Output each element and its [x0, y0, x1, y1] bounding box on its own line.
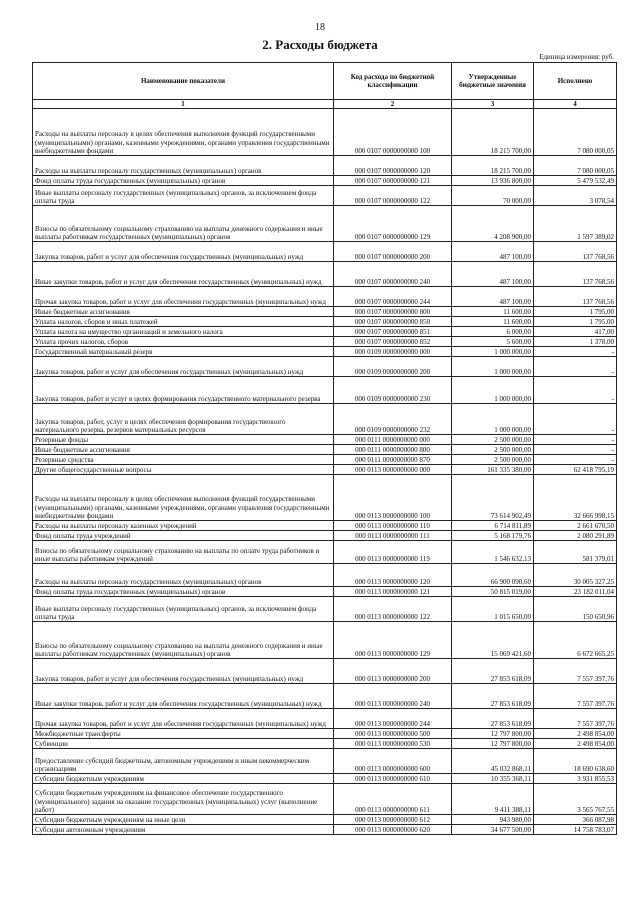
table-row: [33, 597, 617, 622]
row-executed-cell: 366 087,98: [534, 815, 617, 825]
row-approved-cell: 27 853 618,09: [452, 659, 534, 684]
row-code-cell: 000 0113 0000000000 000: [334, 465, 452, 475]
row-name-cell: Уплата налогов, сборов и иных платежей: [33, 317, 334, 327]
row-code-cell: 000 0113 0000000000 610: [334, 774, 452, 784]
table-row: [33, 307, 617, 317]
table-row: [33, 435, 617, 445]
table-row: [33, 739, 617, 749]
row-executed-cell: 1 378,00: [534, 337, 617, 347]
row-name-cell: Взносы по обязательному социальному страхованию на выплаты денежного содержания и иные выплаты работникам государственных (муниципальных) органов: [33, 206, 334, 242]
row-executed-cell: 581 379,01: [534, 541, 617, 564]
row-name-cell: Фонд оплаты труда государственных (муниципальных) органов: [33, 587, 334, 597]
row-code-cell: 000 0107 0000000000 800: [334, 307, 452, 317]
column-number: 1: [33, 100, 334, 109]
row-code-cell: 000 0113 0000000000 620: [334, 825, 452, 835]
column-number: 4: [534, 100, 617, 109]
row-name-cell: Государственный материальный резерв: [33, 347, 334, 357]
table-row: [33, 564, 617, 587]
header-approved: Утвержденные бюджетные значения: [452, 63, 534, 100]
row-code-cell: 000 0113 0000000000 612: [334, 815, 452, 825]
row-name-cell: Взносы по обязательному социальному страхованию на выплаты денежного содержания и иные выплаты работникам государственных (муниципальных) органов: [33, 622, 334, 659]
row-name-cell: Резервные средства: [33, 455, 334, 465]
row-executed-cell: 1 795,00: [534, 307, 617, 317]
row-name-cell: Взносы по обязательному социальному страхованию на выплаты по оплате труда работников и иные выплаты работникам учреждений: [33, 541, 334, 564]
row-code-cell: 000 0113 0000000000 240: [334, 684, 452, 709]
row-executed-cell: 3 931 855,53: [534, 774, 617, 784]
row-approved-cell: 11 600,00: [452, 317, 534, 327]
row-executed-cell: 3 565 767,55: [534, 784, 617, 815]
row-name-cell: Иные выплаты персоналу государственных (муниципальных) органов, за исключением фонда оплаты труда: [33, 186, 334, 206]
row-approved-cell: 5 168 179,76: [452, 531, 534, 541]
row-code-cell: 000 0113 0000000000 244: [334, 709, 452, 729]
row-approved-cell: 11 600,00: [452, 307, 534, 317]
row-code-cell: 000 0107 0000000000 852: [334, 337, 452, 347]
row-approved-cell: 5 600,00: [452, 337, 534, 347]
row-approved-cell: 66 900 090,60: [452, 564, 534, 587]
row-executed-cell: -: [534, 404, 617, 435]
page-number: 18: [315, 22, 325, 33]
row-approved-cell: 50 815 019,00: [452, 587, 534, 597]
row-name-cell: Уплата прочих налогов, сборов: [33, 337, 334, 347]
row-approved-cell: 70 000,00: [452, 186, 534, 206]
table-row: [33, 815, 617, 825]
row-name-cell: Другие общегосударственные вопросы: [33, 465, 334, 475]
table-row: [33, 445, 617, 455]
row-approved-cell: 2 500 000,00: [452, 445, 534, 455]
row-code-cell: 000 0107 0000000000 200: [334, 242, 452, 262]
row-executed-cell: 6 672 665,25: [534, 622, 617, 659]
row-executed-cell: 7 080 000,05: [534, 156, 617, 176]
table-row: [33, 404, 617, 435]
table-row: [33, 521, 617, 531]
row-name-cell: Закупка товаров, работ и услуг для обеспечения государственных (муниципальных) нужд: [33, 242, 334, 262]
row-executed-cell: 7 557 397,76: [534, 659, 617, 684]
table-row: [33, 749, 617, 774]
row-approved-cell: 1 000 000,00: [452, 404, 534, 435]
row-approved-cell: 15 069 421,60: [452, 622, 534, 659]
section-title: 2. Расходы бюджета: [262, 37, 378, 52]
row-name-cell: Субсидии бюджетным учреждениям на финансовое обеспечение государственного (муниципального) задания на оказание государственных (муниципальных) услуг (выполнение работ): [33, 784, 334, 815]
row-executed-cell: 137 768,56: [534, 242, 617, 262]
table-row: [33, 465, 617, 475]
unit-label: Единица измерения: руб.: [539, 53, 614, 61]
table-row: [33, 729, 617, 739]
table-row: [33, 287, 617, 307]
row-code-cell: 000 0107 0000000000 244: [334, 287, 452, 307]
header-row: [33, 63, 617, 100]
column-number: 2: [334, 100, 452, 109]
row-code-cell: 000 0113 0000000000 122: [334, 597, 452, 622]
row-executed-cell: 2 661 670,50: [534, 521, 617, 531]
row-approved-cell: 1 546 632,13: [452, 541, 534, 564]
row-executed-cell: 417,00: [534, 327, 617, 337]
row-code-cell: 000 0111 0000000000 000: [334, 435, 452, 445]
row-name-cell: Расходы на выплаты персоналу в целях обеспечения выполнения функций государственными (муниципальными) органами, казенными учреждениями, органами управления государственными внебюджетными фондами: [33, 109, 334, 156]
row-approved-cell: 487 100,00: [452, 242, 534, 262]
column-number: 3: [452, 100, 534, 109]
row-name-cell: Резервные фонды: [33, 435, 334, 445]
row-code-cell: 000 0113 0000000000 111: [334, 531, 452, 541]
row-approved-cell: 487 100,00: [452, 262, 534, 287]
row-executed-cell: -: [534, 357, 617, 377]
row-code-cell: 000 0109 0000000000 000: [334, 347, 452, 357]
row-approved-cell: 10 355 368,11: [452, 774, 534, 784]
table-row: [33, 541, 617, 564]
row-code-cell: 000 0113 0000000000 611: [334, 784, 452, 815]
row-name-cell: Закупка товаров, работ и услуг для обеспечения государственных (муниципальных) нужд: [33, 357, 334, 377]
row-code-cell: 000 0113 0000000000 600: [334, 749, 452, 774]
row-name-cell: Предоставление субсидий бюджетным, автономным учреждениям и иным некоммерческим организациям: [33, 749, 334, 774]
column-number-row: [33, 100, 617, 109]
row-name-cell: Расходы на выплаты персоналу в целях обеспечения выполнения функций государственными (муниципальными) органами, казенными учреждениями, органами управления государственными внебюджетными фондами: [33, 475, 334, 521]
table-row: [33, 455, 617, 465]
row-code-cell: 000 0107 0000000000 129: [334, 206, 452, 242]
table-row: [33, 531, 617, 541]
row-code-cell: 000 0113 0000000000 120: [334, 564, 452, 587]
row-executed-cell: 1 597 389,02: [534, 206, 617, 242]
table-row: [33, 784, 617, 815]
row-approved-cell: 34 677 500,00: [452, 825, 534, 835]
row-code-cell: 000 0113 0000000000 500: [334, 729, 452, 739]
row-approved-cell: 6 000,00: [452, 327, 534, 337]
row-code-cell: 000 0111 0000000000 800: [334, 445, 452, 455]
row-approved-cell: 27 853 618,09: [452, 684, 534, 709]
table-row: [33, 684, 617, 709]
row-code-cell: 000 0111 0000000000 870: [334, 455, 452, 465]
row-approved-cell: 27 853 618,09: [452, 709, 534, 729]
row-executed-cell: 32 666 998,15: [534, 475, 617, 521]
row-executed-cell: 30 005 327,25: [534, 564, 617, 587]
table-body: [33, 109, 617, 835]
row-approved-cell: 2 500 000,00: [452, 435, 534, 445]
row-name-cell: Закупка товаров, работ, услуг в целях обеспечения формирования государственного материального резерва, резервов материальных ресурсов: [33, 404, 334, 435]
row-code-cell: 000 0107 0000000000 851: [334, 327, 452, 337]
row-executed-cell: 137 768,56: [534, 262, 617, 287]
header-executed: Исполнено: [534, 63, 617, 100]
table-row: [33, 709, 617, 729]
row-executed-cell: 3 078,54: [534, 186, 617, 206]
table-row: [33, 659, 617, 684]
row-executed-cell: 7 080 000,05: [534, 109, 617, 156]
table-row: [33, 176, 617, 186]
table-row: [33, 377, 617, 404]
row-executed-cell: -: [534, 377, 617, 404]
row-approved-cell: 6 714 811,89: [452, 521, 534, 531]
row-name-cell: Субсидии бюджетным учреждениям на иные цели: [33, 815, 334, 825]
row-name-cell: Прочая закупка товаров, работ и услуг для обеспечения государственных (муниципальных) нужд: [33, 709, 334, 729]
row-name-cell: Закупка товаров, работ и услуг в целях формирования государственного материального резерва: [33, 377, 334, 404]
row-code-cell: 000 0109 0000000000 232: [334, 404, 452, 435]
row-approved-cell: 487 100,00: [452, 287, 534, 307]
table-row: [33, 242, 617, 262]
row-approved-cell: 1 000 000,00: [452, 347, 534, 357]
row-approved-cell: 2 500 000,00: [452, 455, 534, 465]
row-code-cell: 000 0107 0000000000 120: [334, 156, 452, 176]
row-approved-cell: 1 000 000,00: [452, 357, 534, 377]
row-code-cell: 000 0113 0000000000 121: [334, 587, 452, 597]
row-approved-cell: 12 797 800,00: [452, 729, 534, 739]
row-executed-cell: 2 080 291,89: [534, 531, 617, 541]
table-row: [33, 156, 617, 176]
row-code-cell: 000 0113 0000000000 100: [334, 475, 452, 521]
row-executed-cell: 137 768,56: [534, 287, 617, 307]
table-row: [33, 825, 617, 835]
row-executed-cell: 23 182 011,04: [534, 587, 617, 597]
row-approved-cell: 18 215 700,00: [452, 109, 534, 156]
table-row: [33, 327, 617, 337]
row-approved-cell: 161 335 380,00: [452, 465, 534, 475]
row-code-cell: 000 0113 0000000000 119: [334, 541, 452, 564]
row-name-cell: Расходы на выплаты персоналу казенных учреждений: [33, 521, 334, 531]
row-code-cell: 000 0107 0000000000 850: [334, 317, 452, 327]
row-code-cell: 000 0113 0000000000 110: [334, 521, 452, 531]
row-name-cell: Прочая закупка товаров, работ и услуг для обеспечения государственных (муниципальных) нужд: [33, 287, 334, 307]
row-name-cell: Расходы на выплаты персоналу государственных (муниципальных) органов: [33, 156, 334, 176]
row-name-cell: Иные бюджетные ассигнования: [33, 307, 334, 317]
row-name-cell: Иные бюджетные ассигнования: [33, 445, 334, 455]
row-executed-cell: -: [534, 435, 617, 445]
table-row: [33, 622, 617, 659]
table-row: [33, 206, 617, 242]
row-executed-cell: 7 557 397,76: [534, 684, 617, 709]
row-executed-cell: 1 795,00: [534, 317, 617, 327]
row-executed-cell: 2 498 854,00: [534, 729, 617, 739]
row-code-cell: 000 0113 0000000000 129: [334, 622, 452, 659]
row-executed-cell: -: [534, 455, 617, 465]
budget-expenses-table: [32, 62, 617, 835]
row-code-cell: 000 0113 0000000000 200: [334, 659, 452, 684]
header-name: Наименование показатели: [33, 63, 334, 100]
row-code-cell: 000 0107 0000000000 240: [334, 262, 452, 287]
row-approved-cell: 73 614 902,49: [452, 475, 534, 521]
table-row: [33, 475, 617, 521]
row-name-cell: Иные закупки товаров, работ и услуг для обеспечения государственных (муниципальных) нужд: [33, 684, 334, 709]
row-approved-cell: 12 797 800,00: [452, 739, 534, 749]
row-executed-cell: 5 479 532,49: [534, 176, 617, 186]
row-name-cell: Фонд оплаты труда государственных (муниципальных) органов: [33, 176, 334, 186]
row-approved-cell: 18 215 700,00: [452, 156, 534, 176]
row-executed-cell: 2 498 854,00: [534, 739, 617, 749]
row-executed-cell: -: [534, 347, 617, 357]
row-name-cell: Субсидии автономным учреждениям: [33, 825, 334, 835]
row-code-cell: 000 0113 0000000000 530: [334, 739, 452, 749]
row-name-cell: Иные выплаты персоналу государственных (муниципальных) органов, за исключением фонда оплаты труда: [33, 597, 334, 622]
header-code: Код расхода по бюджетной классификации: [334, 63, 452, 100]
row-code-cell: 000 0107 0000000000 122: [334, 186, 452, 206]
table-row: [33, 774, 617, 784]
row-approved-cell: 1 015 650,00: [452, 597, 534, 622]
table-row: [33, 317, 617, 327]
table-row: [33, 357, 617, 377]
table-row: [33, 347, 617, 357]
table-row: [33, 109, 617, 156]
row-executed-cell: 18 690 638,60: [534, 749, 617, 774]
table-row: [33, 337, 617, 347]
row-code-cell: 000 0107 0000000000 100: [334, 109, 452, 156]
row-name-cell: Закупка товаров, работ и услуг для обеспечения государственных (муниципальных) нужд: [33, 659, 334, 684]
row-executed-cell: 14 758 783,07: [534, 825, 617, 835]
row-name-cell: Межбюджетные трансферты: [33, 729, 334, 739]
row-code-cell: 000 0109 0000000000 200: [334, 357, 452, 377]
row-code-cell: 000 0107 0000000000 121: [334, 176, 452, 186]
row-name-cell: Уплата налога на имущество организаций и земельного налога: [33, 327, 334, 337]
row-executed-cell: 150 650,96: [534, 597, 617, 622]
row-name-cell: Субсидии бюджетным учреждениям: [33, 774, 334, 784]
row-approved-cell: 4 208 900,00: [452, 206, 534, 242]
row-approved-cell: 943 980,00: [452, 815, 534, 825]
row-executed-cell: 7 557 397,76: [534, 709, 617, 729]
row-executed-cell: 62 418 795,19: [534, 465, 617, 475]
row-approved-cell: 9 411 388,11: [452, 784, 534, 815]
row-approved-cell: 13 936 800,00: [452, 176, 534, 186]
row-code-cell: 000 0109 0000000000 230: [334, 377, 452, 404]
row-name-cell: Расходы на выплаты персоналу государственных (муниципальных) органов: [33, 564, 334, 587]
row-executed-cell: -: [534, 445, 617, 455]
row-name-cell: Фонд оплаты труда учреждений: [33, 531, 334, 541]
row-approved-cell: 45 032 868,11: [452, 749, 534, 774]
table-row: [33, 262, 617, 287]
row-approved-cell: 1 000 000,00: [452, 377, 534, 404]
row-name-cell: Субвенции: [33, 739, 334, 749]
table-row: [33, 587, 617, 597]
row-name-cell: Иные закупки товаров, работ и услуг для обеспечения государственных (муниципальных) нужд: [33, 262, 334, 287]
table-row: [33, 186, 617, 206]
